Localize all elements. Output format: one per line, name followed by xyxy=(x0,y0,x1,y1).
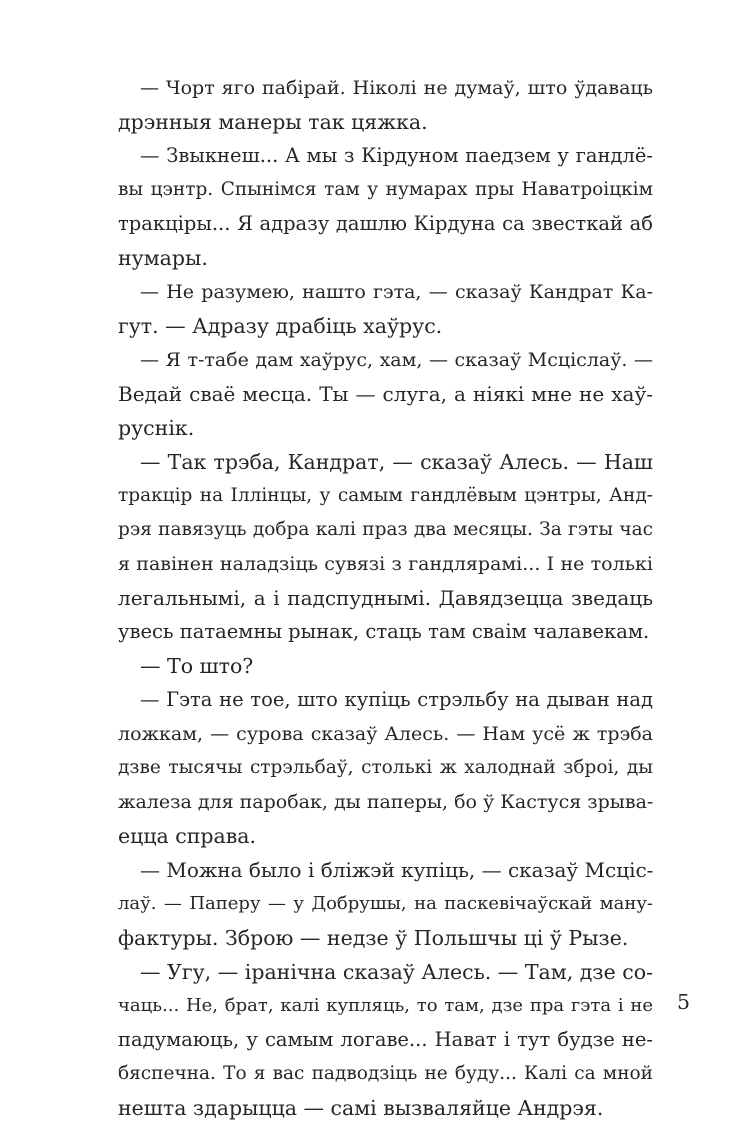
text-line: падумаюць, у самым логаве... Нават і тут будзе не- xyxy=(118,1028,653,1051)
text-line: я павінен наладзіць сувязі з гандлярамі... І не толькі xyxy=(118,553,653,575)
text-line: легальнымі, а і падспуднымі. Давядзецца зведаць xyxy=(118,586,653,610)
text-line: гут. — Адразу драбіць хаўрус. xyxy=(118,314,443,338)
text-line: — Не разумею, нашто гэта, — сказаў Кандрат Ка- xyxy=(140,281,653,303)
text-line: увесь патаемны рынак, стаць там сваім чалавекам. xyxy=(118,620,650,643)
text-line: жалеза для паробак, ды паперы, бо ў Кастуся зрыва- xyxy=(118,791,653,813)
text-line: тракцір на Іллінцы, у самым гандлёвым цэнтры, Анд- xyxy=(118,485,653,506)
text-line: рэя павязуць добра калі праз два месяцы. За гэты час xyxy=(118,519,653,540)
text-line: — Угу, — іранічна сказаў Алесь. — Там, дзе со- xyxy=(140,960,653,984)
text-line: тракціры... Я адразу дашлю Кірдуна са звесткай аб xyxy=(118,212,653,235)
text-line: ецца справа. xyxy=(118,824,257,848)
text-line: — Гэта не тое, што купіць стрэльбу на дыван над xyxy=(140,688,653,711)
text-line: чаць... Не, брат, калі купляць, то там, дзе пра гэта і не xyxy=(118,995,653,1016)
text-line: руснік. xyxy=(118,416,195,440)
text-line: лаў. — Паперу — у Добрушы, на паскевічаўскай ману- xyxy=(118,893,653,914)
text-line: — Звыкнеш... А мы з Кірдуном паедзем у гандлё- xyxy=(140,144,653,167)
text-line: — Можна было і бліжэй купіць, — сказаў Мсціс- xyxy=(140,858,653,882)
text-line: фактуры. Зброю — недзе ў Польшчы ці ў Рызе. xyxy=(118,926,629,950)
text-line: бяспечна. То я вас падводзіць не буду... Калі са мной xyxy=(118,1063,653,1084)
text-line: нешта здарыцца — самі вызваляйце Андрэя. xyxy=(118,1096,604,1120)
text-line: нумары. xyxy=(118,246,208,270)
text-line: ложкам, — сурова сказаў Алесь. — Нам усё ж трэба xyxy=(118,723,653,745)
text-line: — Чорт яго пабірай. Ніколі не думаў, што ўдаваць xyxy=(140,77,653,99)
text-line: дрэнныя манеры так цяжка. xyxy=(118,110,428,134)
text-line: дзве тысячы стрэльбаў, столькі ж халоднай зброі, ды xyxy=(118,757,653,778)
body-text xyxy=(118,71,653,1125)
text-line: Ведай сваё месца. Ты — слуга, а ніякі мне не хаў- xyxy=(118,382,653,406)
page-number: 5 xyxy=(677,990,691,1014)
text-line: — Я т-табе дам хаўрус, хам, — сказаў Мсціслаў. — xyxy=(140,349,653,371)
text-line: — То што? xyxy=(140,654,254,678)
text-line: — Так трэба, Кандрат, — сказаў Алесь. — Наш xyxy=(140,450,653,474)
text-line: вы цэнтр. Спынімся там у нумарах пры Наватроіцкім xyxy=(118,179,653,200)
